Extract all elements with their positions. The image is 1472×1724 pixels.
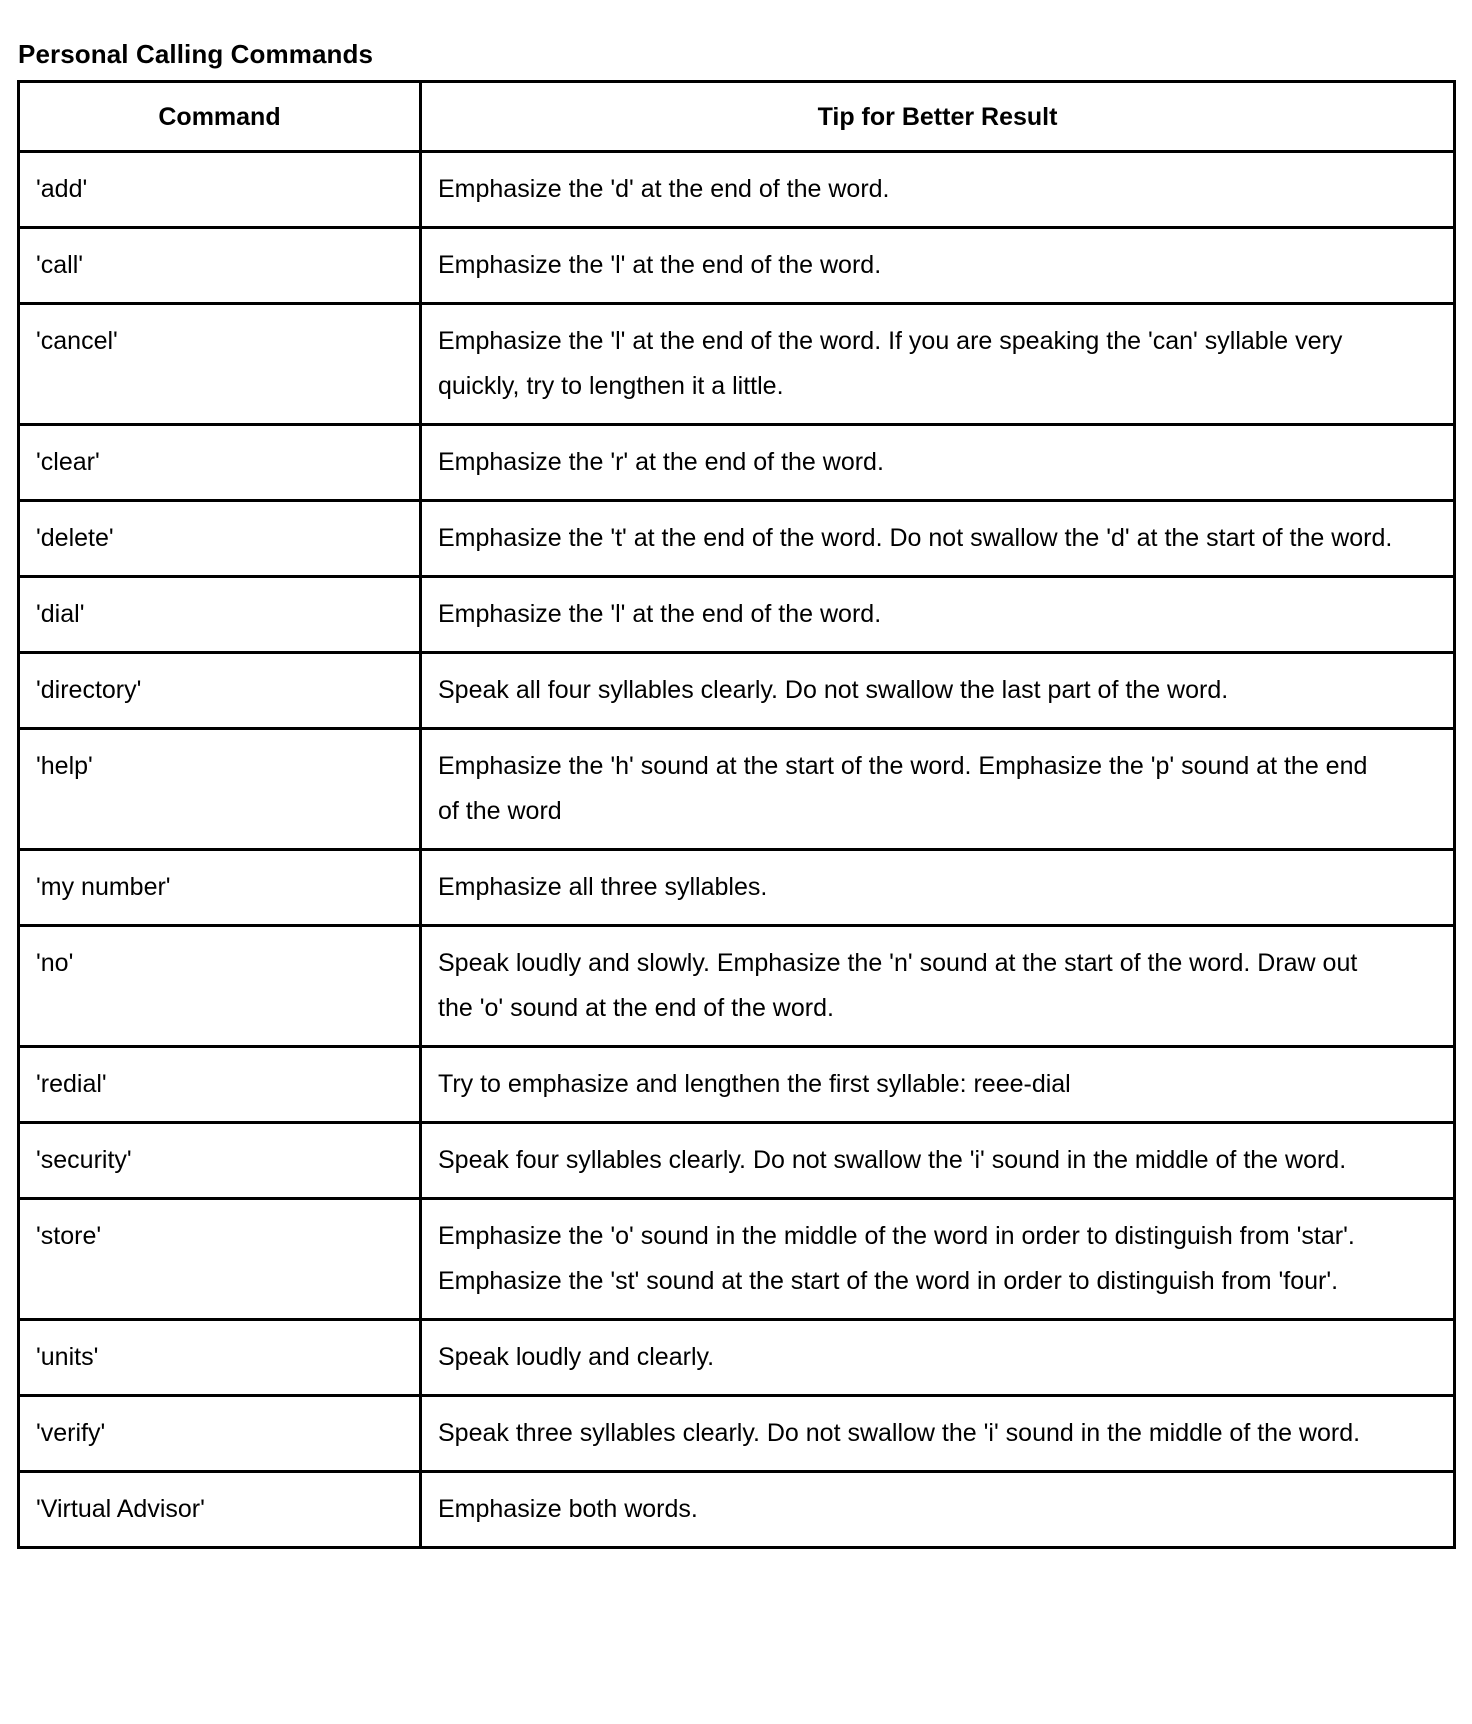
table-row	[19, 152, 1455, 228]
tip-cell: Speak four syllables clearly. Do not swallow the 'i' sound in the middle of the word.	[421, 1123, 1455, 1199]
table-row	[19, 850, 1455, 926]
command-cell: 'directory'	[19, 653, 421, 729]
command-cell: 'dial'	[19, 577, 421, 653]
tip-cell: Emphasize the 'h' sound at the start of the word. Emphasize the 'p' sound at the end of the word	[421, 729, 1455, 850]
command-cell: 'call'	[19, 228, 421, 304]
tip-cell: Emphasize the 'l' at the end of the word.	[421, 228, 1455, 304]
table-row	[19, 425, 1455, 501]
tip-cell: Speak loudly and slowly. Emphasize the 'n' sound at the start of the word. Draw out the 'o' sound at the end of the word.	[421, 926, 1455, 1047]
document-title: Personal Calling Commands	[18, 39, 374, 69]
tip-cell: Emphasize the 'l' at the end of the word. If you are speaking the 'can' syllable very quickly, try to lengthen it a little.	[421, 304, 1455, 425]
command-cell: 'security'	[19, 1123, 421, 1199]
table-row	[19, 1047, 1455, 1123]
tip-cell: Speak all four syllables clearly. Do not swallow the last part of the word.	[421, 653, 1455, 729]
tip-cell: Emphasize both words.	[421, 1472, 1455, 1548]
tip-cell: Emphasize the 'd' at the end of the word.	[421, 152, 1455, 228]
command-cell: 'help'	[19, 729, 421, 850]
command-cell: 'store'	[19, 1199, 421, 1320]
column-header-tip: Tip for Better Result	[421, 82, 1455, 152]
command-cell: 'no'	[19, 926, 421, 1047]
tip-cell: Emphasize the 'l' at the end of the word.	[421, 577, 1455, 653]
table-row	[19, 1199, 1455, 1320]
table-row	[19, 501, 1455, 577]
table-row	[19, 729, 1455, 850]
tip-cell: Emphasize the 'r' at the end of the word.	[421, 425, 1455, 501]
table-row	[19, 653, 1455, 729]
table-row	[19, 304, 1455, 425]
table-header-row	[19, 82, 1455, 152]
table-row	[19, 1320, 1455, 1396]
tip-cell: Emphasize the 'o' sound in the middle of the word in order to distinguish from 'star'. Emphasize the 'st' sound at the start of the word in order to distinguish from 'four'.	[421, 1199, 1455, 1320]
tip-cell: Emphasize the 't' at the end of the word. Do not swallow the 'd' at the start of the word.	[421, 501, 1455, 577]
command-cell: 'verify'	[19, 1396, 421, 1472]
tip-cell: Speak three syllables clearly. Do not swallow the 'i' sound in the middle of the word.	[421, 1396, 1455, 1472]
command-cell: 'cancel'	[19, 304, 421, 425]
table-row	[19, 1396, 1455, 1472]
command-cell: 'delete'	[19, 501, 421, 577]
tip-cell: Try to emphasize and lengthen the first syllable: reee-dial	[421, 1047, 1455, 1123]
table-row	[19, 228, 1455, 304]
tip-cell: Speak loudly and clearly.	[421, 1320, 1455, 1396]
table-row	[19, 1472, 1455, 1548]
command-cell: 'add'	[19, 152, 421, 228]
tip-cell: Emphasize all three syllables.	[421, 850, 1455, 926]
command-cell: 'my number'	[19, 850, 421, 926]
table-row	[19, 577, 1455, 653]
command-cell: 'units'	[19, 1320, 421, 1396]
commands-table	[17, 80, 1456, 1549]
command-cell: 'clear'	[19, 425, 421, 501]
command-cell: 'redial'	[19, 1047, 421, 1123]
command-cell: 'Virtual Advisor'	[19, 1472, 421, 1548]
column-header-command: Command	[19, 82, 421, 152]
table-row	[19, 926, 1455, 1047]
table-row	[19, 1123, 1455, 1199]
